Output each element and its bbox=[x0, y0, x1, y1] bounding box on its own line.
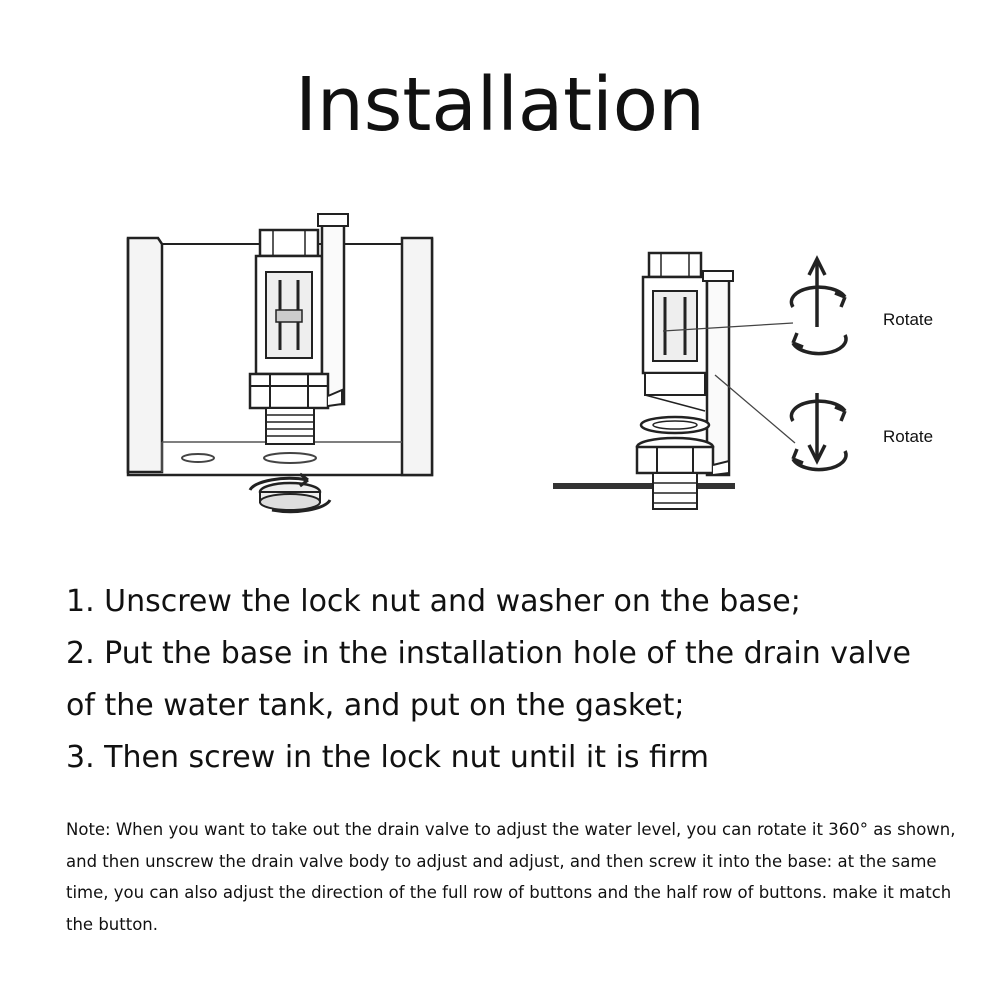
rotate-label-bottom: Rotate bbox=[883, 427, 934, 446]
note-paragraph: Note: When you want to take out the drain valve to adjust the water level, you can rotate it 360° as shown, and then unscrew the drain valve body to adjust and adjust, and then screw it into the base: at the same time, you can also adjust the direction of the full row of buttons and the half row of buttons. make it match the button. bbox=[66, 820, 956, 934]
rotate-label-top: Rotate bbox=[883, 310, 934, 329]
rotate-arrow-up-icon bbox=[791, 259, 846, 354]
step-2-continued: of the water tank, and put on the gasket; bbox=[66, 688, 685, 723]
step-2: 2. Put the base in the installation hole of the drain valve bbox=[66, 636, 911, 671]
step-3: 3. Then screw in the lock nut until it is firm bbox=[66, 740, 709, 775]
tank-drawing bbox=[110, 200, 450, 530]
step-1: 1. Unscrew the lock nut and washer on the base; bbox=[66, 584, 801, 619]
exploded-valve-drawing bbox=[545, 215, 975, 525]
rotate-arrow-down-icon bbox=[791, 393, 846, 470]
page-title: Installation bbox=[295, 62, 705, 148]
installation-steps bbox=[66, 576, 966, 784]
tank-installation-illustration bbox=[110, 200, 450, 530]
rotate-adjustment-illustration bbox=[545, 215, 975, 525]
